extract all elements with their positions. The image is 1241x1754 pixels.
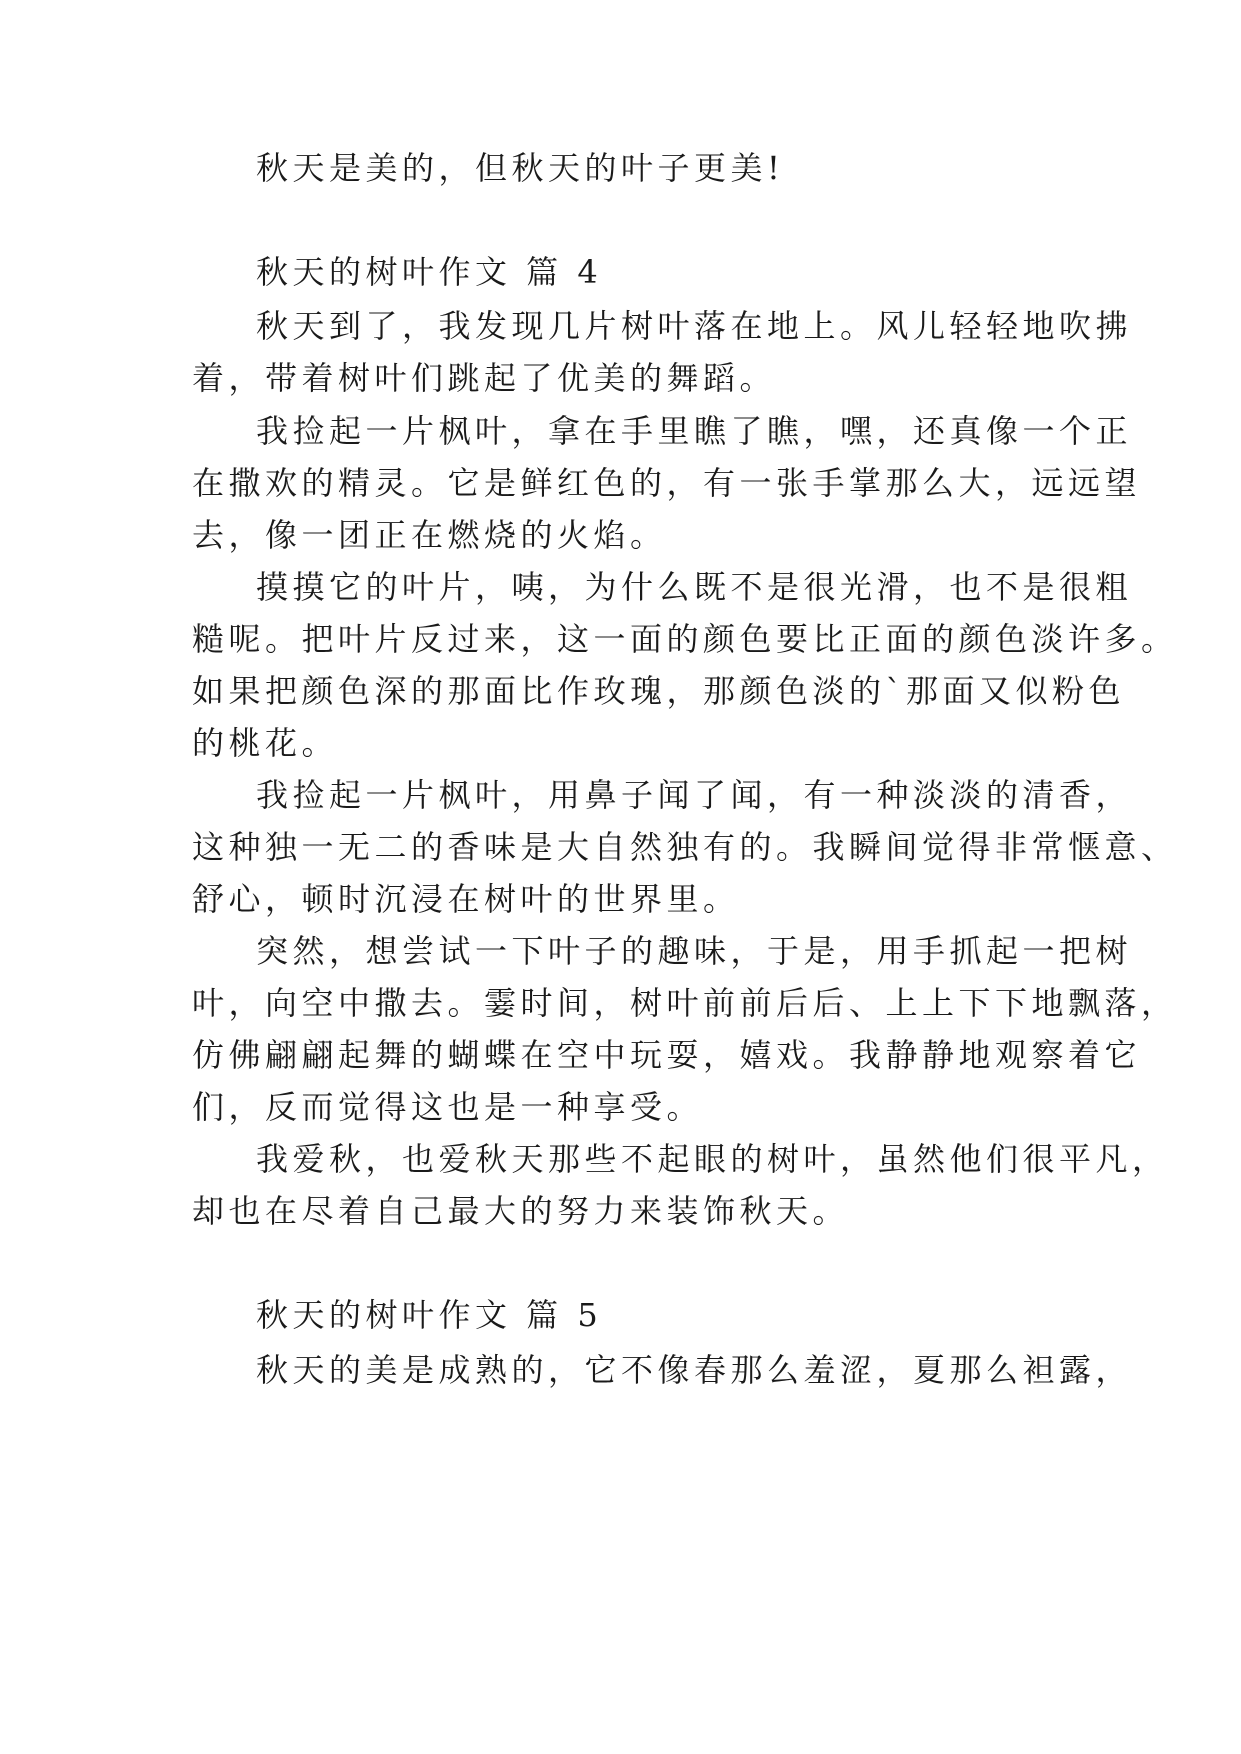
paragraph-line: 着，带着树叶们跳起了优美的舞蹈。 — [192, 359, 777, 397]
paragraph-line: 如果把颜色深的那面比作玫瑰，那颜色淡的`那面又似粉色 — [192, 672, 1126, 710]
paragraph-line: 叶，向空中撒去。霎时间，树叶前前后后、上上下下地飘落， — [192, 984, 1178, 1022]
paragraph-line: 在撒欢的精灵。它是鲜红色的，有一张手掌那么大，远远望 — [192, 464, 1142, 502]
paragraph-line: 的桃花。 — [192, 724, 339, 762]
paragraph-line: 糙呢。把叶片反过来，这一面的颜色要比正面的颜色淡许多。 — [192, 620, 1178, 658]
paragraph-line: 们，反而觉得这也是一种享受。 — [192, 1088, 704, 1126]
paragraph-line: 舒心，顿时沉浸在树叶的世界里。 — [192, 880, 740, 918]
paragraph-line: 摸摸它的叶片，咦，为什么既不是很光滑，也不是很粗 — [256, 568, 1133, 606]
closing-line: 秋天是美的，但秋天的叶子更美! — [256, 149, 785, 187]
paragraph-line: 去，像一团正在燃烧的火焰。 — [192, 516, 667, 554]
section-heading-4: 秋天的树叶作文 篇 4 — [256, 253, 603, 291]
section-heading-5: 秋天的树叶作文 篇 5 — [256, 1296, 603, 1334]
paragraph-line: 我捡起一片枫叶，拿在手里瞧了瞧，嘿，还真像一个正 — [256, 412, 1133, 450]
paragraph-line: 这种独一无二的香味是大自然独有的。我瞬间觉得非常惬意、 — [192, 828, 1178, 866]
paragraph-line: 却也在尽着自己最大的努力来装饰秋天。 — [192, 1192, 850, 1230]
paragraph-line: 我捡起一片枫叶，用鼻子闻了闻，有一种淡淡的清香， — [256, 776, 1133, 814]
paragraph-line: 我爱秋，也爱秋天那些不起眼的树叶，虽然他们很平凡， — [256, 1140, 1169, 1178]
paragraph-line: 突然，想尝试一下叶子的趣味，于是，用手抓起一把树 — [256, 932, 1133, 970]
paragraph-line: 秋天到了，我发现几片树叶落在地上。风儿轻轻地吹拂 — [256, 307, 1133, 345]
paragraph-line: 秋天的美是成熟的，它不像春那么羞涩，夏那么袒露， — [256, 1351, 1133, 1389]
paragraph-line: 仿佛翩翩起舞的蝴蝶在空中玩耍，嬉戏。我静静地观察着它 — [192, 1036, 1142, 1074]
